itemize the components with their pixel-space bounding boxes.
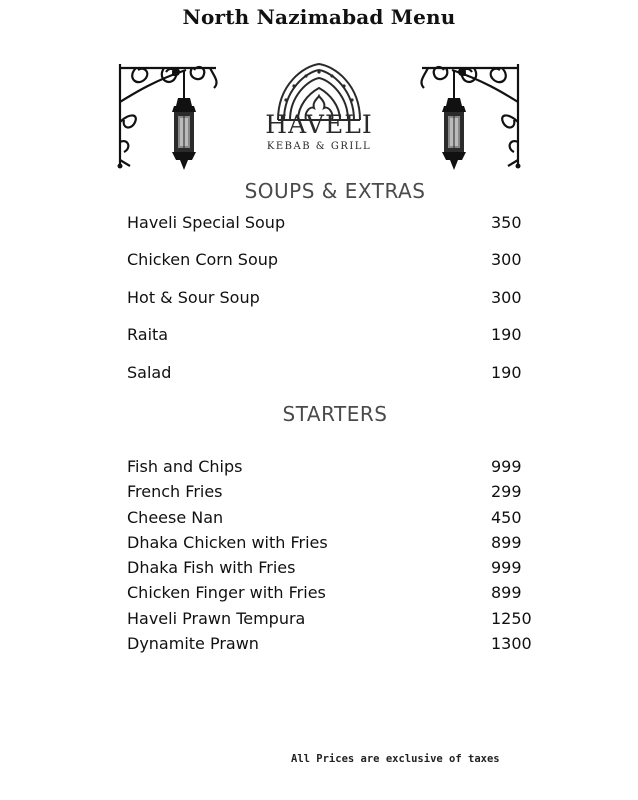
menu-item-name: Chicken Finger with Fries <box>127 583 326 603</box>
menu-item-name: Cheese Nan <box>127 507 224 527</box>
menu-item <box>127 609 547 634</box>
menu-item-price: 899 <box>491 532 522 552</box>
page-title: North Nazimabad Menu <box>182 5 456 29</box>
menu-item <box>127 457 547 482</box>
menu-item-name: Dhaka Fish with Fries <box>127 558 296 578</box>
menu-item-price: 299 <box>491 482 522 502</box>
menu-item-price: 1250 <box>491 608 532 628</box>
menu-item-price: 999 <box>491 558 522 578</box>
menu-item <box>127 634 547 659</box>
menu-item-price: 300 <box>491 287 522 307</box>
menu-item <box>127 288 547 325</box>
menu-item-price: 899 <box>491 583 522 603</box>
menu-item-name: Dhaka Chicken with Fries <box>127 532 328 552</box>
logo-tagline: KEBAB & GRILL <box>266 141 372 152</box>
menu-item <box>127 482 547 507</box>
menu-item <box>127 325 547 362</box>
menu-item-price: 999 <box>491 457 522 476</box>
lantern-icon <box>418 62 522 174</box>
menu-item-price: 300 <box>491 250 522 270</box>
menu-item-name: Haveli Prawn Tempura <box>127 608 306 628</box>
menu-item-price: 450 <box>491 507 522 527</box>
lantern-icon <box>116 62 220 174</box>
menu-item <box>127 363 547 400</box>
menu-item <box>127 508 547 533</box>
menu-item <box>127 583 547 608</box>
menu-item <box>127 250 547 287</box>
menu-item-name: Salad <box>127 362 172 382</box>
menu-item-name: Dynamite Prawn <box>127 634 259 654</box>
menu-item-price: 1300 <box>491 634 532 654</box>
menu-item-name: Chicken Corn Soup <box>127 250 279 270</box>
section-title-soups-extras: SOUPS & EXTRAS <box>244 179 426 203</box>
section-title-starters: STARTERS <box>282 402 388 426</box>
menu-item-name: French Fries <box>127 482 223 502</box>
menu-list-soups-extras <box>127 213 547 400</box>
tax-note: All Prices are exclusive of taxes <box>291 753 500 765</box>
menu-item-name: Fish and Chips <box>127 457 243 476</box>
menu-item <box>127 533 547 558</box>
menu-item-price: 190 <box>491 325 522 345</box>
menu-item <box>127 213 547 250</box>
logo-wordmark: HAVELI <box>265 110 373 139</box>
menu-item-name: Hot & Sour Soup <box>127 287 260 307</box>
menu-item-name: Haveli Special Soup <box>127 213 286 232</box>
menu-item-price: 190 <box>491 362 522 382</box>
menu-item-name: Raita <box>127 325 169 345</box>
menu-list-starters <box>127 457 547 659</box>
menu-item-price: 350 <box>491 213 522 232</box>
menu-item <box>127 558 547 583</box>
